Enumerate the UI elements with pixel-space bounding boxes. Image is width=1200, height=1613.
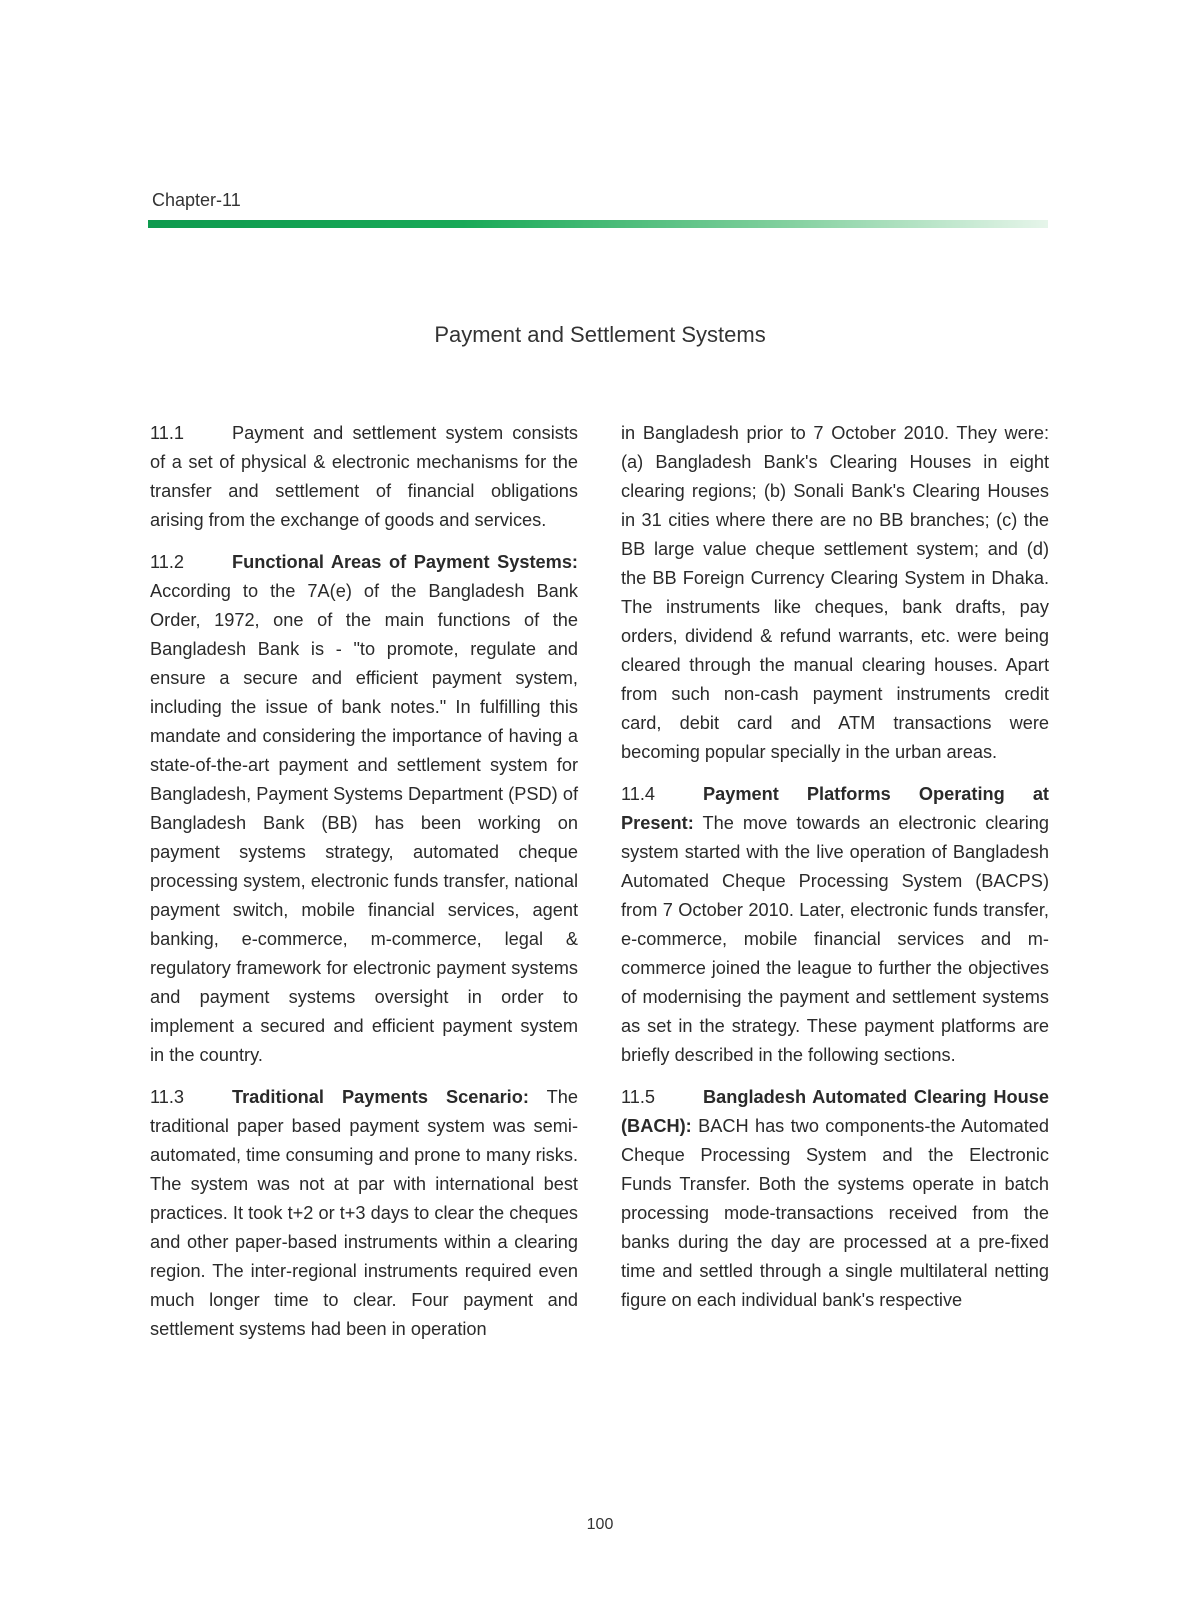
chapter-divider — [148, 220, 1048, 228]
section-11-4 — [621, 780, 1049, 1070]
section-heading: Payment Platforms Operating at Present: — [621, 784, 1049, 833]
section-heading: Functional Areas of Payment Systems: — [232, 552, 578, 572]
right-column — [621, 419, 1049, 1328]
chapter-label: Chapter-11 — [152, 190, 241, 210]
section-body: According to the 7A(e) of the Bangladesh Bank Order, 1972, one of the main functions of the Bangladesh Bank is - "to promote, regulate and ensure a secure and efficient payment system, including the issue of bank notes." In fulfilling this mandate and considering the importance of having a state-of-the-art payment and settlement system for Bangladesh, Payment Systems Department (PSD) of Bangladesh Bank (BB) has been working on payment systems strategy, automated cheque processing system, electronic funds transfer, national payment switch, mobile financial services, agent banking, e-commerce, m-commerce, legal & regulatory framework for electronic payment systems and payment systems oversight in order to implement a secured and efficient payment system in the country. — [150, 581, 578, 1065]
section-body: Payment and settlement system consists of a set of physical & electronic mechanisms for the transfer and settlement of financial obligations arising from the exchange of goods and services. — [150, 423, 578, 530]
page-number: 100 — [586, 1516, 614, 1533]
section-body: BACH has two components-the Automated Cheque Processing System and the Electronic Funds Transfer. Both the systems operate in batch processing mode-transactions received from the banks during the day are processed at a pre-fixed time and settled through a single multilateral netting figure on each individual bank's respective — [621, 1116, 1050, 1310]
section-number: 11.1 — [150, 423, 185, 443]
section-11-5 — [621, 1083, 1049, 1315]
section-body: The move towards an electronic clearing system started with the live operation of Bangladesh Automated Cheque Processing System (BACPS) from 7 October 2010. Later, electronic funds transfer, e-commerce, mobile financial services and m-commerce joined the league to further the objectives of modernising the payment and settlement systems as set in the strategy. These payment platforms are briefly described in the following sections. — [621, 813, 1049, 1065]
section-11-3 — [150, 1083, 578, 1344]
section-number: 11.4 — [621, 784, 656, 804]
section-11-1 — [150, 419, 578, 535]
section-heading: Traditional Payments Scenario: — [232, 1087, 529, 1107]
section-body: The traditional paper based payment system was semi-automated, time consuming and prone to many risks. The system was not at par with international best practices. It took t+2 or t+3 days to clear the cheques and other paper-based instruments within a clearing region. The inter-regional instruments required even much longer time to clear. Four payment and settlement systems had been in operation — [150, 1087, 578, 1339]
section-heading: Bangladesh Automated Clearing House (BACH): — [621, 1087, 1049, 1136]
section-11-3-continued — [621, 419, 1049, 767]
section-body-continued: in Bangladesh prior to 7 October 2010. They were: (a) Bangladesh Bank's Clearing Houses in eight clearing regions; (b) Sonali Bank's Clearing Houses in 31 cities where there are no BB branches; (c) the BB large value cheque settlement system; and (d) the BB Foreign Currency Clearing System in Dhaka. The instruments like cheques, bank drafts, pay orders, dividend & refund warrants, etc. were being cleared through the manual clearing houses. Apart from such non-cash payment instruments credit card, debit card and ATM transactions were becoming popular specially in the urban areas. — [621, 423, 1049, 762]
section-number: 11.2 — [150, 552, 185, 572]
section-number: 11.3 — [150, 1087, 185, 1107]
section-11-2 — [150, 548, 578, 1070]
page-title: Payment and Settlement Systems — [434, 322, 766, 347]
left-column — [150, 419, 578, 1357]
section-number: 11.5 — [621, 1087, 656, 1107]
